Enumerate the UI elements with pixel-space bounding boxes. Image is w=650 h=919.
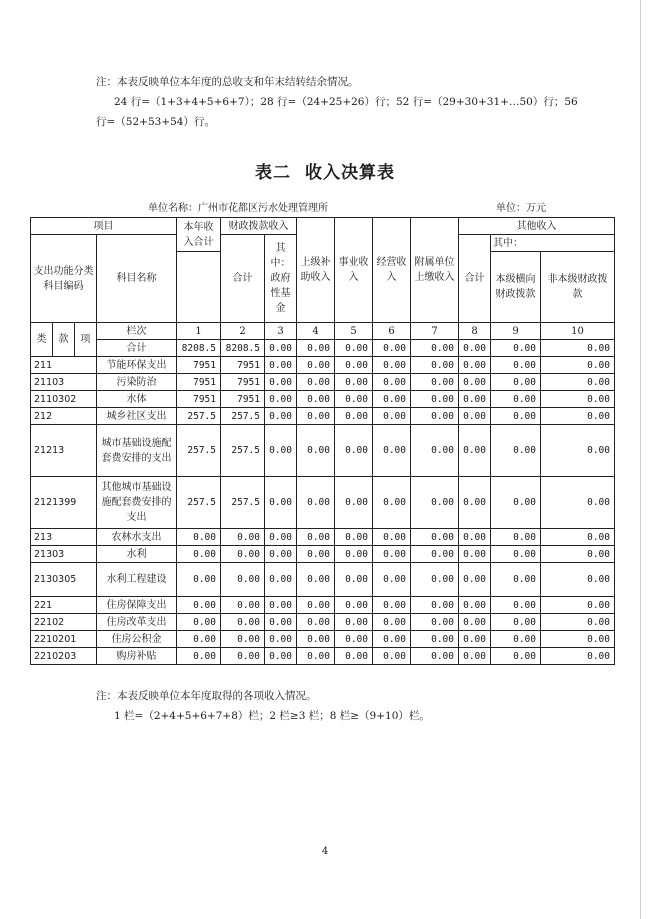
row-name: 城市基础设施配套费安排的支出 [97,425,177,477]
row-cell: 0.00 [221,546,265,563]
col-number: 6 [373,323,411,340]
col-number: 9 [491,323,541,340]
row-cell: 0.00 [541,546,615,563]
row-cell: 0.00 [541,374,615,391]
row-cell: 0.00 [373,408,411,425]
row-cell: 0.00 [491,357,541,374]
total-cell: 0.00 [459,340,491,357]
row-cell: 0.00 [411,374,459,391]
row-cell: 0.00 [297,563,335,597]
header-lei: 类 [31,323,53,357]
header-fiscal-total: 合计 [221,235,265,323]
total-cell: 0.00 [265,340,297,357]
row-cell: 0.00 [373,374,411,391]
row-cell: 0.00 [491,425,541,477]
row-cell: 0.00 [491,529,541,546]
row-code: 2210203 [31,648,97,665]
row-cell: 257.5 [221,408,265,425]
row-cell: 0.00 [335,546,373,563]
row-name: 水体 [97,391,177,408]
row-cell: 0.00 [459,374,491,391]
row-cell: 0.00 [221,563,265,597]
row-cell: 0.00 [373,425,411,477]
row-cell: 0.00 [373,631,411,648]
unit-name: 单位名称：广州市花都区污水处理管理所 [148,203,328,214]
row-cell: 0.00 [221,631,265,648]
header-total-income-cont [177,252,221,323]
header-project: 项目 [31,218,177,235]
row-cell: 0.00 [411,648,459,665]
row-cell: 0.00 [541,357,615,374]
table-row [31,408,615,425]
row-cell: 0.00 [491,391,541,408]
row-cell: 0.00 [459,477,491,529]
total-cell: 0.00 [541,340,615,357]
row-cell: 0.00 [541,391,615,408]
row-code: 21303 [31,546,97,563]
row-cell: 0.00 [491,614,541,631]
row-name: 其他城市基础设施配套费安排的支出 [97,477,177,529]
row-cell: 0.00 [541,631,615,648]
row-cell: 0.00 [373,357,411,374]
bottom-note-line2: 1 栏=（2+4+5+6+7+8）栏；2 栏≥3 栏；8 栏≥（9+10）栏。 [114,710,430,722]
row-cell: 7951 [221,357,265,374]
row-cell: 0.00 [491,477,541,529]
row-cell: 0.00 [541,477,615,529]
row-cell: 0.00 [177,648,221,665]
page-number: 4 [321,846,329,857]
col-number: 8 [459,323,491,340]
title-table-name: 收入决算表 [305,163,395,183]
table-row [31,357,615,374]
top-note [96,72,616,132]
bottom-note [96,686,616,726]
row-cell: 0.00 [265,648,297,665]
row-cell: 0.00 [265,408,297,425]
table-row [31,614,615,631]
header-upper-subsidy: 上级补助收入 [297,218,335,323]
row-cell: 0.00 [373,529,411,546]
page-edge [640,0,641,919]
row-cell: 0.00 [411,357,459,374]
row-cell: 0.00 [541,529,615,546]
row-cell: 0.00 [265,425,297,477]
row-cell: 0.00 [411,529,459,546]
row-cell: 257.5 [177,408,221,425]
header-total-income: 本年收入合计 [177,218,221,252]
row-name: 污染防治 [97,374,177,391]
row-cell: 0.00 [459,614,491,631]
row-cell: 0.00 [177,614,221,631]
row-code: 2110302 [31,391,97,408]
row-cell: 0.00 [459,357,491,374]
total-cell: 8208.5 [177,340,221,357]
row-cell: 0.00 [459,597,491,614]
row-cell: 0.00 [491,597,541,614]
total-cell: 0.00 [335,340,373,357]
row-cell: 0.00 [373,648,411,665]
row-cell: 0.00 [177,631,221,648]
col-number: 2 [221,323,265,340]
row-code: 21103 [31,374,97,391]
row-cell: 0.00 [335,391,373,408]
row-code: 2130305 [31,563,97,597]
row-cell: 7951 [177,357,221,374]
row-cell: 0.00 [335,648,373,665]
row-cell: 0.00 [221,529,265,546]
row-cell: 0.00 [411,425,459,477]
row-cell: 0.00 [265,563,297,597]
row-cell: 0.00 [541,563,615,597]
row-cell: 0.00 [411,614,459,631]
row-cell: 0.00 [411,546,459,563]
row-cell: 0.00 [177,563,221,597]
table-row [31,631,615,648]
row-cell: 0.00 [541,597,615,614]
header-affiliated-income: 附属单位上缴收入 [411,218,459,323]
top-note-line1: 注：本表反映单位本年度的总收支和年末结转结余情况。 [96,76,359,88]
row-cell: 0.00 [541,648,615,665]
header-kuan: 款 [53,323,75,357]
title-table-number: 表二 [255,163,291,183]
table-row [31,391,615,408]
header-other-sub: 其中： [491,235,615,252]
row-name: 住房公积金 [97,631,177,648]
header-operating-income: 经营收入 [373,218,411,323]
row-cell: 0.00 [177,597,221,614]
row-cell: 0.00 [335,374,373,391]
row-name: 住房保障支出 [97,597,177,614]
total-cell: 0.00 [373,340,411,357]
row-cell: 0.00 [491,408,541,425]
col-number: 3 [265,323,297,340]
header-code-group: 支出功能分类科目编码 [31,235,97,323]
row-cell: 0.00 [335,614,373,631]
header-other-total: 合计 [459,235,491,323]
row-cell: 0.00 [265,529,297,546]
row-code: 212 [31,408,97,425]
row-cell: 0.00 [297,425,335,477]
row-cell: 0.00 [411,408,459,425]
row-cell: 0.00 [411,563,459,597]
row-cell: 0.00 [265,477,297,529]
col-number: 5 [335,323,373,340]
header-fiscal-gov-fund: 其中：政府性基金 [265,235,297,323]
row-cell: 0.00 [373,546,411,563]
row-cell: 0.00 [541,425,615,477]
row-cell: 0.00 [177,529,221,546]
row-cell: 0.00 [459,529,491,546]
row-cell: 0.00 [297,631,335,648]
row-cell: 0.00 [541,408,615,425]
row-cell: 0.00 [373,477,411,529]
page-title [0,158,650,183]
top-note-line3: 行=（52+53+54）行。 [96,116,215,128]
row-code: 22102 [31,614,97,631]
row-cell: 0.00 [491,631,541,648]
row-cell: 0.00 [297,648,335,665]
table-row [31,529,615,546]
row-cell: 257.5 [221,477,265,529]
table-row [31,425,615,477]
header-other-nonlocal: 非本级财政拨款 [541,252,615,323]
row-cell: 0.00 [297,546,335,563]
row-cell: 0.00 [373,563,411,597]
row-cell: 0.00 [297,477,335,529]
row-cell: 0.00 [297,614,335,631]
row-cell: 0.00 [335,425,373,477]
row-cell: 0.00 [491,374,541,391]
row-cell: 0.00 [265,391,297,408]
revenue-table [30,217,615,665]
row-cell: 0.00 [335,529,373,546]
row-code: 2121399 [31,477,97,529]
row-cell: 0.00 [491,546,541,563]
row-cell: 0.00 [491,563,541,597]
total-label: 合计 [97,340,177,357]
col-number: 10 [541,323,615,340]
row-cell: 0.00 [459,648,491,665]
row-cell: 0.00 [411,477,459,529]
row-cell: 0.00 [221,648,265,665]
row-cell: 0.00 [335,408,373,425]
row-cell: 7951 [221,374,265,391]
header-xiang: 项 [75,323,97,357]
row-cell: 0.00 [221,614,265,631]
row-cell: 0.00 [297,408,335,425]
header-other-horizontal: 本级横向财政拨款 [491,252,541,323]
row-cell: 257.5 [221,425,265,477]
top-note-line2: 24 行=（1+3+4+5+6+7）；28 行=（24+25+26）行；52 行=（29+30+31+…50）行；56 [114,96,578,108]
total-cell: 0.00 [491,340,541,357]
row-cell: 0.00 [459,391,491,408]
row-name: 节能环保支出 [97,357,177,374]
table-row [31,563,615,597]
row-cell: 0.00 [411,391,459,408]
unit-money: 单位：万元 [496,203,546,214]
row-name: 水利工程建设 [97,563,177,597]
row-name: 住房改革支出 [97,614,177,631]
row-cell: 257.5 [177,477,221,529]
row-cell: 0.00 [297,374,335,391]
col-number: 1 [177,323,221,340]
row-cell: 0.00 [265,597,297,614]
table-row [31,477,615,529]
row-cell: 0.00 [265,631,297,648]
row-cell: 0.00 [297,357,335,374]
row-code: 211 [31,357,97,374]
row-cell: 0.00 [373,391,411,408]
row-cell: 0.00 [335,477,373,529]
row-name: 农林水支出 [97,529,177,546]
row-cell: 0.00 [335,597,373,614]
row-cell: 0.00 [373,614,411,631]
row-name: 水利 [97,546,177,563]
col-number: 4 [297,323,335,340]
row-cell: 0.00 [491,648,541,665]
row-cell: 0.00 [411,597,459,614]
header-name: 科目名称 [97,235,177,323]
row-code: 2210201 [31,631,97,648]
row-cell: 0.00 [459,546,491,563]
row-cell: 0.00 [221,597,265,614]
row-cell: 0.00 [335,563,373,597]
row-cell: 0.00 [459,408,491,425]
row-cell: 0.00 [459,631,491,648]
row-cell: 0.00 [335,357,373,374]
total-cell: 8208.5 [221,340,265,357]
total-cell: 0.00 [297,340,335,357]
row-cell: 0.00 [265,374,297,391]
row-cell: 0.00 [411,631,459,648]
row-cell: 0.00 [265,614,297,631]
row-cell: 7951 [221,391,265,408]
table-row [31,648,615,665]
row-cell: 0.00 [297,529,335,546]
row-cell: 0.00 [297,597,335,614]
row-cell: 0.00 [265,357,297,374]
row-cell: 257.5 [177,425,221,477]
row-name: 城乡社区支出 [97,408,177,425]
row-cell: 0.00 [541,614,615,631]
row-cell: 0.00 [459,425,491,477]
table-row [31,546,615,563]
row-code: 213 [31,529,97,546]
header-other-group: 其他收入 [459,218,615,235]
row-cell: 7951 [177,391,221,408]
table-row [31,597,615,614]
header-fiscal-group: 财政拨款收入 [221,218,297,235]
row-name: 购房补贴 [97,648,177,665]
row-code: 221 [31,597,97,614]
total-row [31,340,615,357]
total-cell: 0.00 [411,340,459,357]
row-cell: 0.00 [265,546,297,563]
row-cell: 0.00 [335,631,373,648]
bottom-note-line1: 注：本表反映单位本年度取得的各项收入情况。 [96,690,317,702]
row-cell: 0.00 [297,391,335,408]
header-col-seq: 栏次 [97,323,177,340]
row-cell: 0.00 [459,563,491,597]
row-code: 21213 [31,425,97,477]
row-cell: 0.00 [373,597,411,614]
row-cell: 0.00 [177,546,221,563]
row-cell: 7951 [177,374,221,391]
table-row [31,374,615,391]
col-number: 7 [411,323,459,340]
header-business-income: 事业收入 [335,218,373,323]
